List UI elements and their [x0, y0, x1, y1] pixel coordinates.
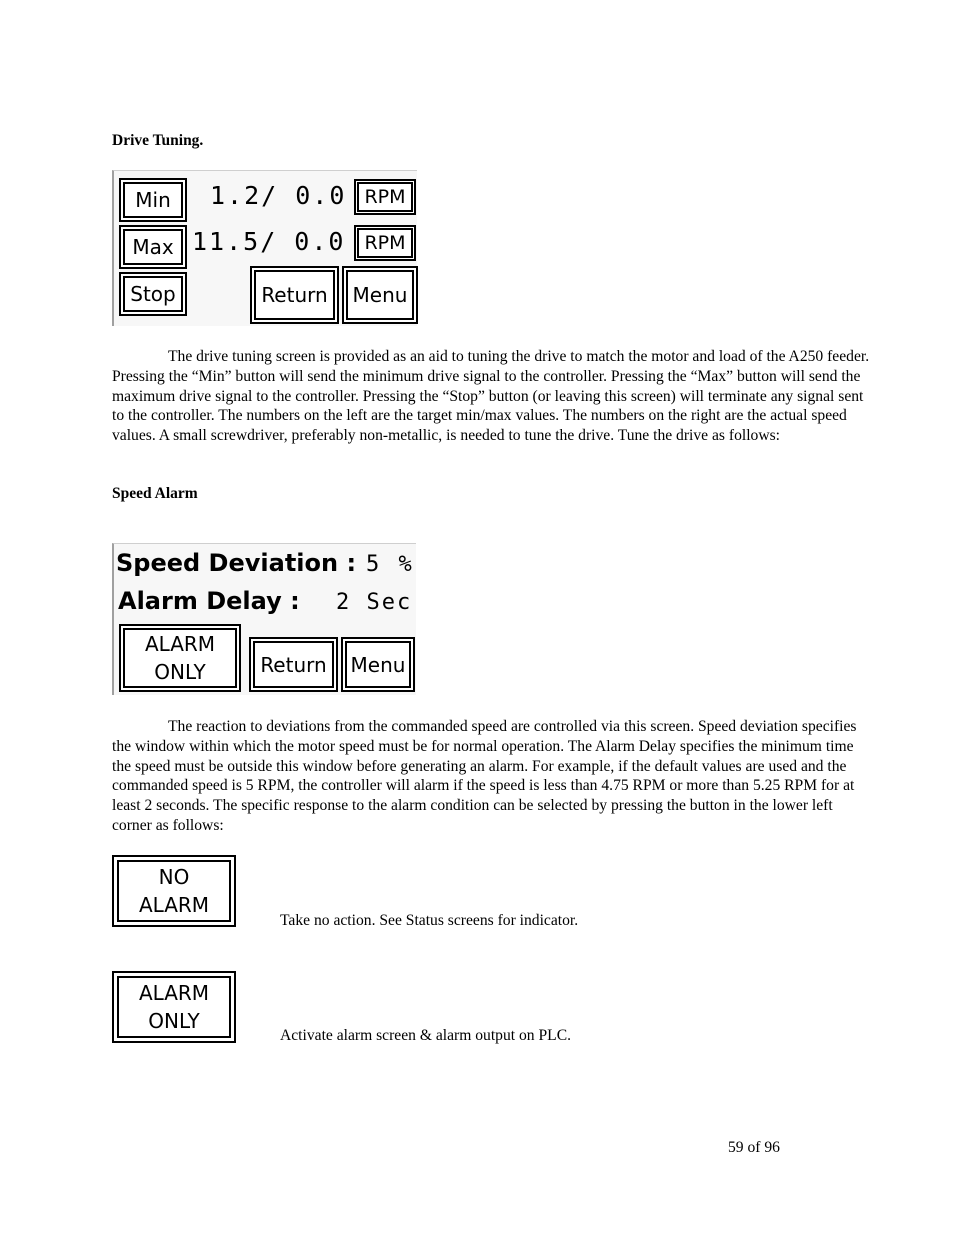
- rpm-unit-bottom: RPM: [354, 225, 416, 261]
- max-speed-readout: 11.5/ 0.0: [192, 227, 346, 256]
- drive-tuning-paragraph: The drive tuning screen is provided as an aid to tuning the drive to match the motor and load of the A250 feeder. Pressing the “Min” button will send the minimum drive signal to the controller. Pressing the “Max” button will send the maximum drive signal to the controller. Pressing the “Stop” button (or leaving this screen) will terminate any signal sent to the controller. The numbers on the left are the target min/max values. The numbers on the right are the actual speed values. A small screwdriver, preferably non-metallic, is needed to tune the drive. Tune the drive as follows:: [112, 348, 870, 445]
- option-line2: ONLY: [148, 1009, 200, 1033]
- alarm-mode-line2: ONLY: [154, 660, 206, 684]
- alarm-delay-value[interactable]: 2 Sec: [336, 590, 413, 615]
- return-button[interactable]: Return: [249, 637, 338, 692]
- drive-tuning-heading: Drive Tuning.: [112, 132, 204, 149]
- speed-deviation-label: Speed Deviation :: [116, 549, 357, 577]
- speed-deviation-value[interactable]: 5 %: [366, 552, 415, 577]
- speed-alarm-paragraph: The reaction to deviations from the commanded speed are controlled via this screen. Speed deviation specifies the window within which the motor speed must be for normal operation. The Alarm Delay specifies the minimum time the speed must be outside this window before generating an alarm. For example, if the default values are used and the commanded speed is 5 RPM, the controller will alarm if the speed is less than 4.75 RPM or more than 5.25 RPM for at least 2 seconds. The specific response to the alarm condition can be selected by pressing the button in the lower left corner as follows:: [112, 718, 857, 834]
- alarm-mode-button[interactable]: [119, 624, 241, 692]
- no-alarm-option-button: [112, 855, 236, 927]
- speed-alarm-heading: Speed Alarm: [112, 485, 198, 502]
- alarm-only-option-button: [112, 971, 236, 1043]
- min-speed-readout: 1.2/ 0.0: [210, 181, 347, 210]
- max-button[interactable]: Max: [119, 225, 187, 269]
- option-line2: ALARM: [138, 893, 210, 917]
- alarm-delay-label: Alarm Delay :: [118, 587, 300, 615]
- alarm-only-description: Activate alarm screen & alarm output on PLC.: [280, 1027, 571, 1044]
- option-line1: ALARM: [138, 981, 210, 1005]
- return-button[interactable]: Return: [250, 266, 339, 324]
- rpm-unit-top: RPM: [354, 179, 416, 215]
- stop-button[interactable]: Stop: [119, 272, 187, 316]
- min-button[interactable]: Min: [119, 178, 187, 222]
- alarm-mode-line1: ALARM: [144, 632, 216, 656]
- page-number: 59 of 96: [728, 1139, 780, 1156]
- menu-button[interactable]: Menu: [341, 637, 415, 692]
- option-line1: NO: [158, 865, 190, 889]
- menu-button[interactable]: Menu: [342, 266, 418, 324]
- drive-tuning-panel: [112, 170, 417, 326]
- no-alarm-description: Take no action. See Status screens for indicator.: [280, 912, 579, 929]
- speed-alarm-panel: [112, 543, 416, 695]
